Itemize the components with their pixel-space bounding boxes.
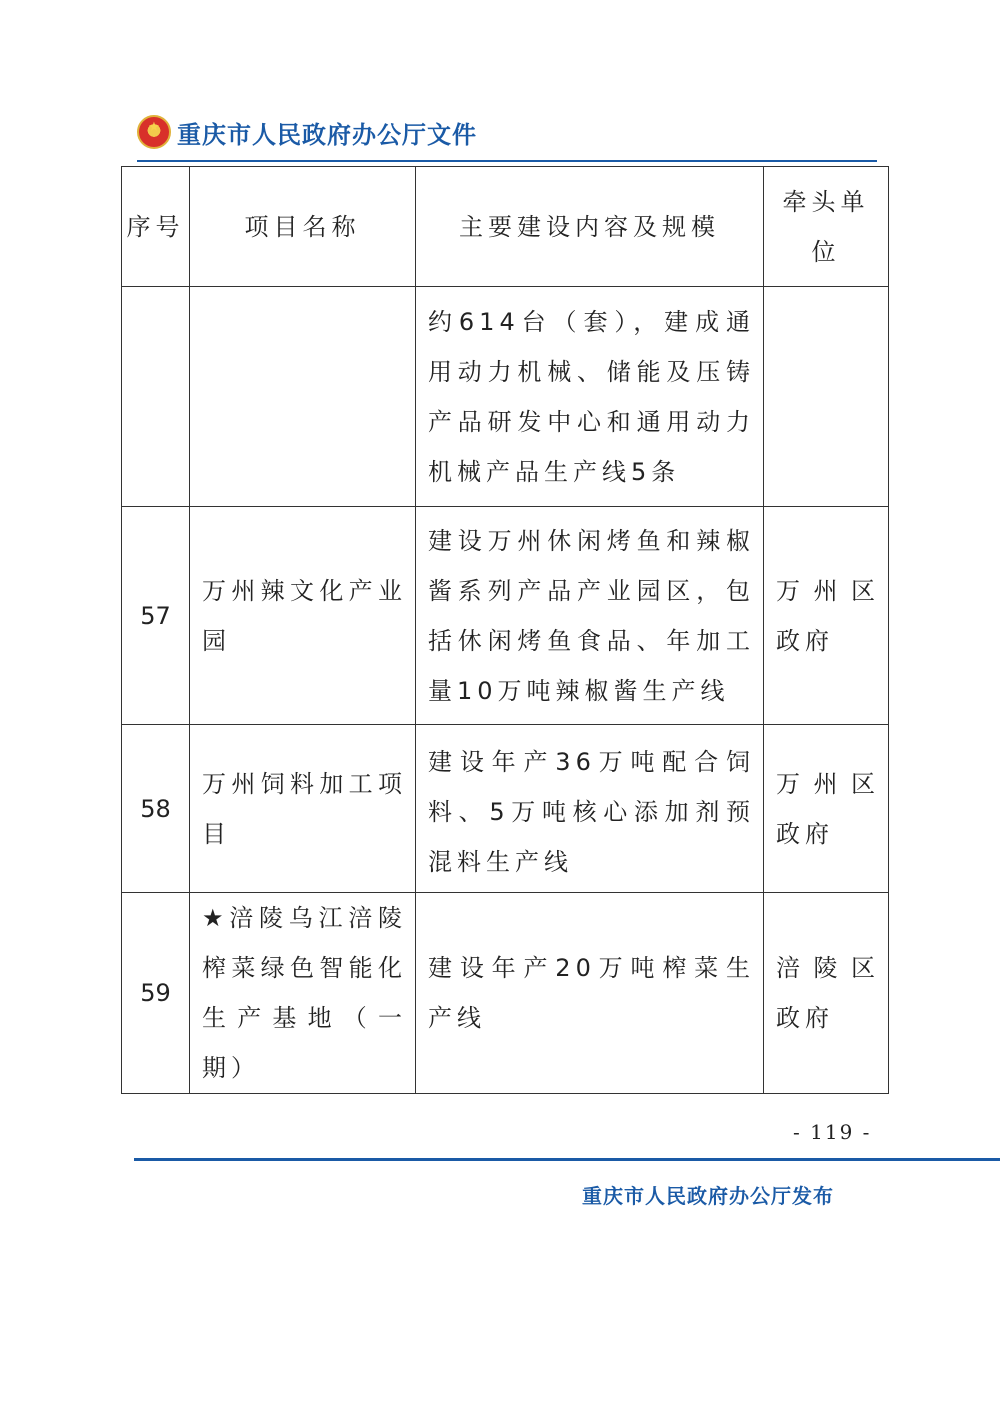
cell-lead: 万州区政府 — [764, 507, 889, 725]
column-header-name: 项目名称 — [190, 167, 416, 287]
cell-no: 59 — [122, 893, 190, 1094]
document-header — [137, 112, 477, 152]
cell-lead — [764, 287, 889, 507]
cell-no: 57 — [122, 507, 190, 725]
table-row — [122, 287, 889, 507]
page-number: - 119 - — [793, 1120, 872, 1144]
table-row — [122, 725, 889, 893]
cell-no: 58 — [122, 725, 190, 893]
footer-publisher: 重庆市人民政府办公厅发布 — [582, 1184, 834, 1208]
cell-content: 建设万州休闲烤鱼和辣椒酱系列产品产业园区，包括休闲烤鱼食品、年加工量10万吨辣椒酱生产线 — [416, 507, 764, 725]
column-header-no: 序号 — [122, 167, 190, 287]
cell-content: 约614台（套），建成通用动力机械、储能及压铸产品研发中心和通用动力机械产品生产线5条 — [416, 287, 764, 507]
footer-divider — [134, 1158, 1000, 1161]
table-row — [122, 507, 889, 725]
cell-name — [190, 287, 416, 507]
cell-lead: 涪陵区政府 — [764, 893, 889, 1094]
cell-name: 万州辣文化产业园 — [190, 507, 416, 725]
cell-content: 建设年产20万吨榨菜生产线 — [416, 893, 764, 1094]
table-row — [122, 893, 889, 1094]
project-table — [121, 166, 889, 1094]
header-divider — [137, 160, 877, 162]
cell-no — [122, 287, 190, 507]
column-header-lead: 牵头单位 — [764, 167, 889, 287]
header-title: 重庆市人民政府办公厅文件 — [177, 119, 477, 149]
cell-content: 建设年产36万吨配合饲料、5万吨核心添加剂预混料生产线 — [416, 725, 764, 893]
cell-name: ★涪陵乌江涪陵榨菜绿色智能化生产基地（一期） — [190, 893, 416, 1094]
national-emblem-icon — [137, 115, 171, 149]
column-header-content: 主要建设内容及规模 — [416, 167, 764, 287]
cell-lead: 万州区政府 — [764, 725, 889, 893]
cell-name: 万州饲料加工项目 — [190, 725, 416, 893]
table-header-row — [122, 167, 889, 287]
